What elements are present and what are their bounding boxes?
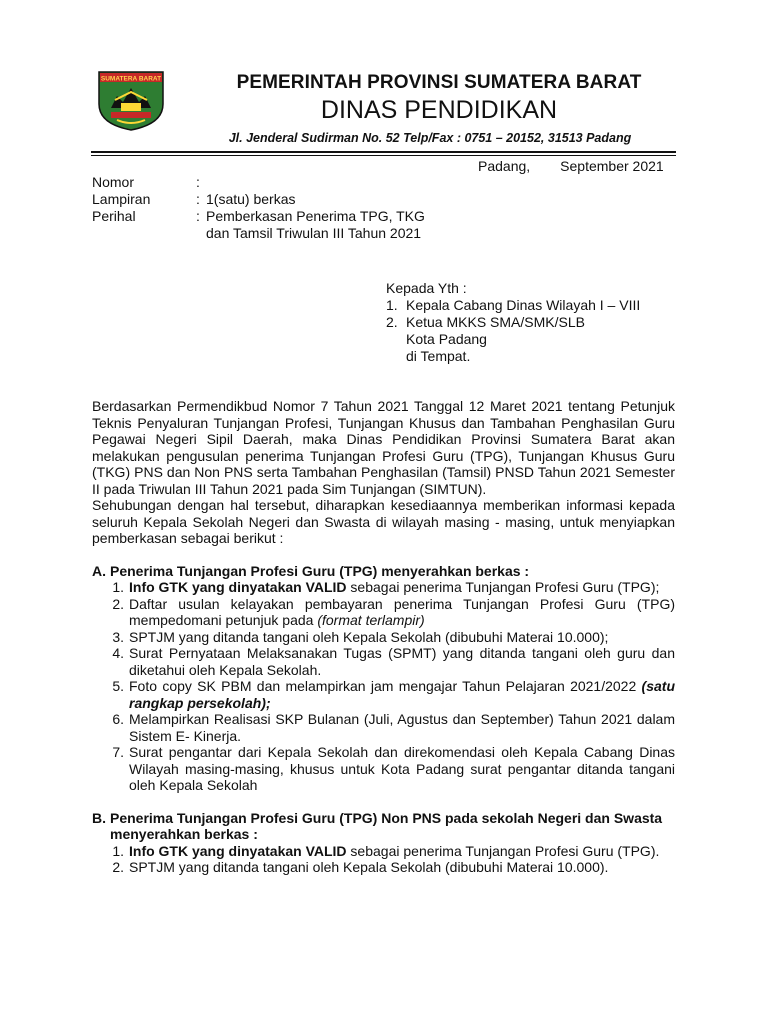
item-bold-italic-text: (satu rangkap persekolah);	[129, 678, 675, 711]
lampiran-sep: :	[196, 191, 200, 207]
section-b-title: Penerima Tunjangan Profesi Guru (TPG) Non PNS pada sekolah Negeri dan Swasta menyerahkan berkas :	[110, 809, 663, 842]
item-bold-text: Info GTK yang dinyatakan VALID	[129, 579, 347, 595]
provincial-emblem-logo	[97, 70, 165, 132]
section-a-heading	[92, 563, 675, 580]
letter-body	[92, 398, 675, 876]
date-month-year: September 2021	[560, 158, 664, 174]
item-text	[129, 596, 675, 629]
item-rest-text: sebagai penerima Tunjangan Profesi Guru (TPG);	[346, 579, 660, 595]
item-text: Surat Pernyataan Melaksanakan Tugas (SPMT) yang ditanda tangani oleh guru dan diketahui oleh Kepala Sekolah.	[129, 645, 675, 678]
item-number: 7.	[112, 744, 124, 760]
item-number: 3.	[112, 628, 124, 645]
item-number: 2.	[112, 859, 124, 875]
header-government-name: PEMERINTAH PROVINSI SUMATERA BARAT	[236, 72, 642, 93]
perihal-label: Perihal	[92, 208, 136, 224]
section-b-heading	[92, 810, 675, 843]
section-a-letter: A.	[92, 562, 106, 579]
letter-date	[478, 158, 664, 174]
header-address: Jl. Jenderal Sudirman No. 52 Telp/Fax : 0751 – 20152, 31513 Padang	[228, 131, 632, 145]
list-item	[92, 711, 675, 744]
header-rule-thin	[91, 155, 676, 156]
list-item	[92, 579, 675, 596]
section-b-letter: B.	[92, 809, 106, 826]
kepada-yth: Kepada Yth :	[386, 280, 467, 296]
recipient-2-text: Ketua MKKS SMA/SMK/SLB	[406, 314, 585, 330]
recipient-1	[386, 297, 640, 314]
header-department-name: DINAS PENDIDIKAN	[320, 96, 558, 124]
list-item	[92, 859, 675, 876]
body-paragraph-1: Berdasarkan Permendikbud Nomor 7 Tahun 2021 Tanggal 12 Maret 2021 tentang Petunjuk Teknis Penyaluran Tunjangan Profesi, Tunjangan Khusus dan Tambahan Penghasilan Guru Pegawai Negeri Sipil Daerah, maka Dinas Pendidikan Provinsi Sumatera Barat akan melakukan pengusulan penerima Tunjangan Profesi Guru (TPG), Tunjangan Khusus Guru (TKG) PNS dan Non PNS serta Tambahan Penghasilan (Tamsil) PNSD Tahun 2021 Semester II pada Triwulan III Tahun 2021 pada Sim Tunjangan (SIMTUN).	[92, 398, 675, 497]
item-text	[129, 678, 675, 711]
section-a-list	[92, 579, 675, 794]
item-number: 2.	[112, 595, 124, 612]
nomor-row	[92, 174, 425, 191]
date-city: Padang,	[478, 158, 531, 174]
item-text: SPTJM yang ditanda tangani oleh Kepala Sekolah (dibubuhi Materai 10.000).	[129, 859, 609, 875]
item-text	[129, 579, 675, 596]
item-rest-text: sebagai penerima Tunjangan Profesi Guru (TPG).	[346, 842, 660, 859]
item-main-text: Daftar usulan kelayakan pembayaran penerima Tunjangan Profesi Guru (TPG) mempedomani petunjuk pada	[129, 595, 675, 628]
item-text: Surat pengantar dari Kepala Sekolah dan direkomendasi oleh Kepala Cabang Dinas Wilayah masing-masing, khusus untuk Kota Padang surat pengantar ditanda tangani oleh Kepala Sekolah	[129, 744, 675, 793]
nomor-sep: :	[196, 174, 200, 190]
perihal-value-line2: dan Tamsil Triwulan III Tahun 2021	[206, 225, 422, 241]
perihal-row	[92, 208, 425, 225]
list-item	[92, 678, 675, 711]
section-a-title: Penerima Tunjangan Profesi Guru (TPG) menyerahkan berkas :	[110, 562, 530, 579]
item-main-text: Foto copy SK PBM dan melampirkan jam mengajar Tahun Pelajaran 2021/2022	[129, 678, 642, 694]
list-item	[92, 744, 675, 794]
body-paragraph-2: Sehubungan dengan hal tersebut, diharapkan kesediaannya memberikan informasi kepada seluruh Kepala Sekolah Negeri dan Swasta di wilayah masing - masing, untuk menyiapkan pemberkasan sebagai berikut :	[92, 497, 675, 546]
list-item	[92, 629, 675, 646]
perihal-value: Pemberkasan Penerima TPG, TKG	[206, 208, 425, 224]
item-text: SPTJM yang ditanda tangani oleh Kepala Sekolah (dibubuhi Materai 10.000);	[129, 628, 609, 645]
logo-text: SUMATERA BARAT	[100, 75, 162, 83]
lampiran-row	[92, 191, 425, 208]
item-number: 5.	[112, 678, 124, 694]
perihal-sep: :	[196, 208, 200, 224]
item-number: 1.	[112, 579, 124, 595]
recipient-2-num: 2.	[386, 314, 398, 330]
section-b-list	[92, 843, 675, 876]
item-number: 1.	[112, 842, 124, 859]
nomor-label: Nomor	[92, 174, 135, 190]
recipient-2	[386, 314, 640, 331]
list-item	[92, 596, 675, 629]
item-number: 4.	[112, 645, 124, 661]
item-text	[129, 843, 675, 860]
recipient-city: Kota Padang	[406, 331, 487, 347]
item-number: 6.	[112, 711, 124, 727]
lampiran-value: 1(satu) berkas	[206, 191, 296, 207]
header-rule-thick	[91, 151, 676, 153]
item-italic-text: (format terlampir)	[317, 612, 425, 628]
letter-metadata	[92, 174, 425, 242]
item-bold-text: Info GTK yang dinyatakan VALID	[129, 842, 347, 859]
item-text: Melampirkan Realisasi SKP Bulanan (Juli, Agustus dan September) Tahun 2021 dalam Sistem E- Kinerja.	[129, 711, 675, 744]
list-item	[92, 645, 675, 678]
recipient-1-text: Kepala Cabang Dinas Wilayah I – VIII	[406, 297, 641, 313]
recipient-1-num: 1.	[386, 297, 398, 313]
recipient-place: di Tempat.	[406, 348, 471, 364]
lampiran-label: Lampiran	[92, 191, 151, 207]
addressee-block	[386, 280, 640, 365]
list-item	[92, 843, 675, 860]
